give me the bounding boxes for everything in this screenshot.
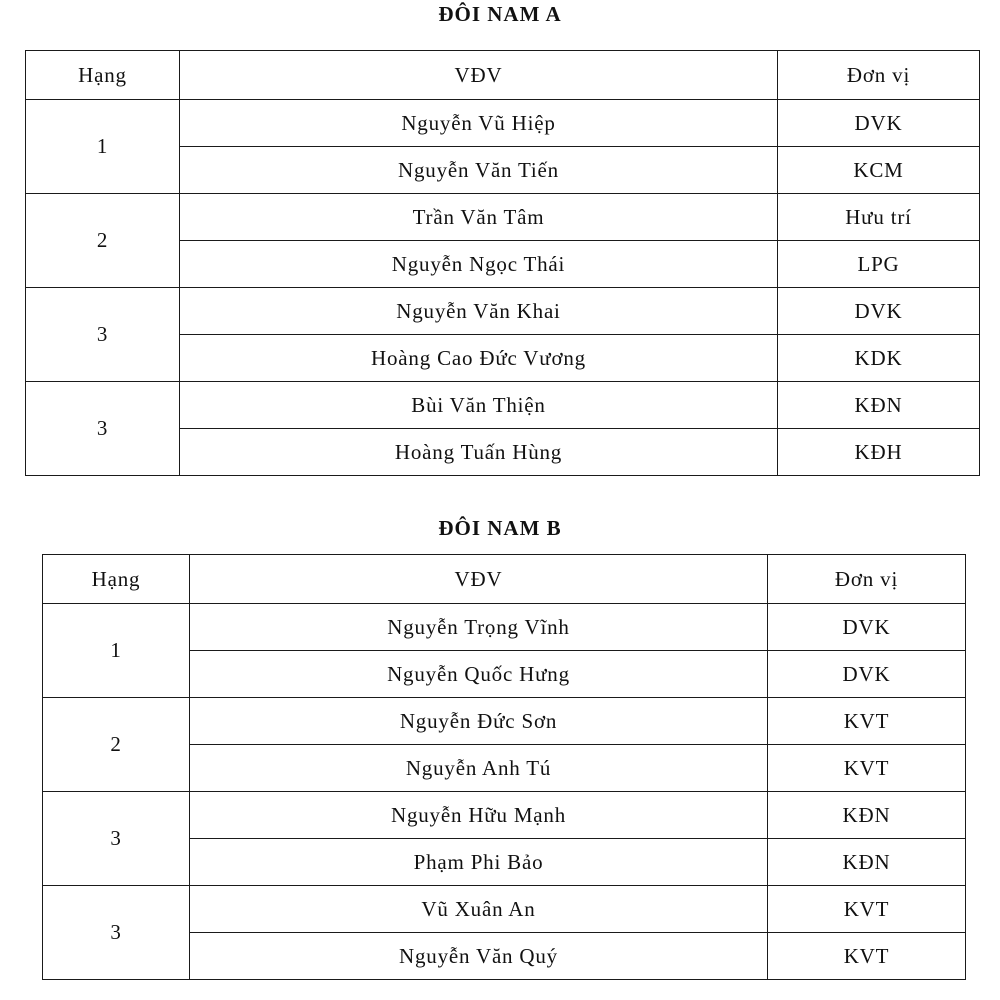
- header-rank: Hạng: [43, 555, 190, 604]
- rank-cell: 3: [43, 886, 190, 980]
- unit-cell: LPG: [778, 241, 980, 288]
- unit-cell: DVK: [768, 651, 966, 698]
- header-unit: Đơn vị: [768, 555, 966, 604]
- athlete-name: Nguyễn Trọng Vĩnh: [190, 604, 768, 651]
- athlete-name: Bùi Văn Thiện: [180, 382, 778, 429]
- results-table-doi-nam-b: [42, 554, 966, 980]
- header-rank: Hạng: [26, 51, 180, 100]
- table-row: [26, 194, 980, 241]
- athlete-name: Nguyễn Ngọc Thái: [180, 241, 778, 288]
- athlete-name: Vũ Xuân An: [190, 886, 768, 933]
- unit-cell: DVK: [778, 288, 980, 335]
- athlete-name: Nguyễn Văn Quý: [190, 933, 768, 980]
- athlete-name: Nguyễn Vũ Hiệp: [180, 100, 778, 147]
- rank-cell: 2: [43, 698, 190, 792]
- athlete-name: Phạm Phi Bảo: [190, 839, 768, 886]
- unit-cell: DVK: [778, 100, 980, 147]
- unit-cell: KVT: [768, 933, 966, 980]
- unit-cell: KVT: [768, 698, 966, 745]
- table-row: [26, 382, 980, 429]
- unit-cell: KVT: [768, 745, 966, 792]
- rank-cell: 2: [26, 194, 180, 288]
- unit-cell: KĐN: [778, 382, 980, 429]
- athlete-name: Nguyễn Đức Sơn: [190, 698, 768, 745]
- rank-cell: 3: [26, 288, 180, 382]
- unit-cell: KVT: [768, 886, 966, 933]
- athlete-name: Nguyễn Quốc Hưng: [190, 651, 768, 698]
- table-header-row: [43, 555, 966, 604]
- athlete-name: Nguyễn Văn Tiến: [180, 147, 778, 194]
- header-athlete: VĐV: [190, 555, 768, 604]
- table-header-row: [26, 51, 980, 100]
- athlete-name: Hoàng Tuấn Hùng: [180, 429, 778, 476]
- rank-cell: 3: [26, 382, 180, 476]
- unit-cell: KĐN: [768, 839, 966, 886]
- section-title-doi-nam-b: ĐÔI NAM B: [438, 516, 562, 540]
- unit-cell: KDK: [778, 335, 980, 382]
- rank-cell: 1: [26, 100, 180, 194]
- athlete-name: Hoàng Cao Đức Vương: [180, 335, 778, 382]
- athlete-name: Trần Văn Tâm: [180, 194, 778, 241]
- athlete-name: Nguyễn Hữu Mạnh: [190, 792, 768, 839]
- rank-cell: 3: [43, 792, 190, 886]
- unit-cell: DVK: [768, 604, 966, 651]
- results-table-doi-nam-a: [25, 50, 980, 476]
- unit-cell: KĐN: [768, 792, 966, 839]
- table-row: [43, 604, 966, 651]
- athlete-name: Nguyễn Anh Tú: [190, 745, 768, 792]
- unit-cell: KĐH: [778, 429, 980, 476]
- section-title-doi-nam-a: ĐÔI NAM A: [438, 2, 562, 26]
- unit-cell: Hưu trí: [778, 194, 980, 241]
- table-row: [26, 100, 980, 147]
- header-unit: Đơn vị: [778, 51, 980, 100]
- athlete-name: Nguyễn Văn Khai: [180, 288, 778, 335]
- table-row: [43, 792, 966, 839]
- rank-cell: 1: [43, 604, 190, 698]
- unit-cell: KCM: [778, 147, 980, 194]
- header-athlete: VĐV: [180, 51, 778, 100]
- table-row: [43, 698, 966, 745]
- table-row: [43, 886, 966, 933]
- table-row: [26, 288, 980, 335]
